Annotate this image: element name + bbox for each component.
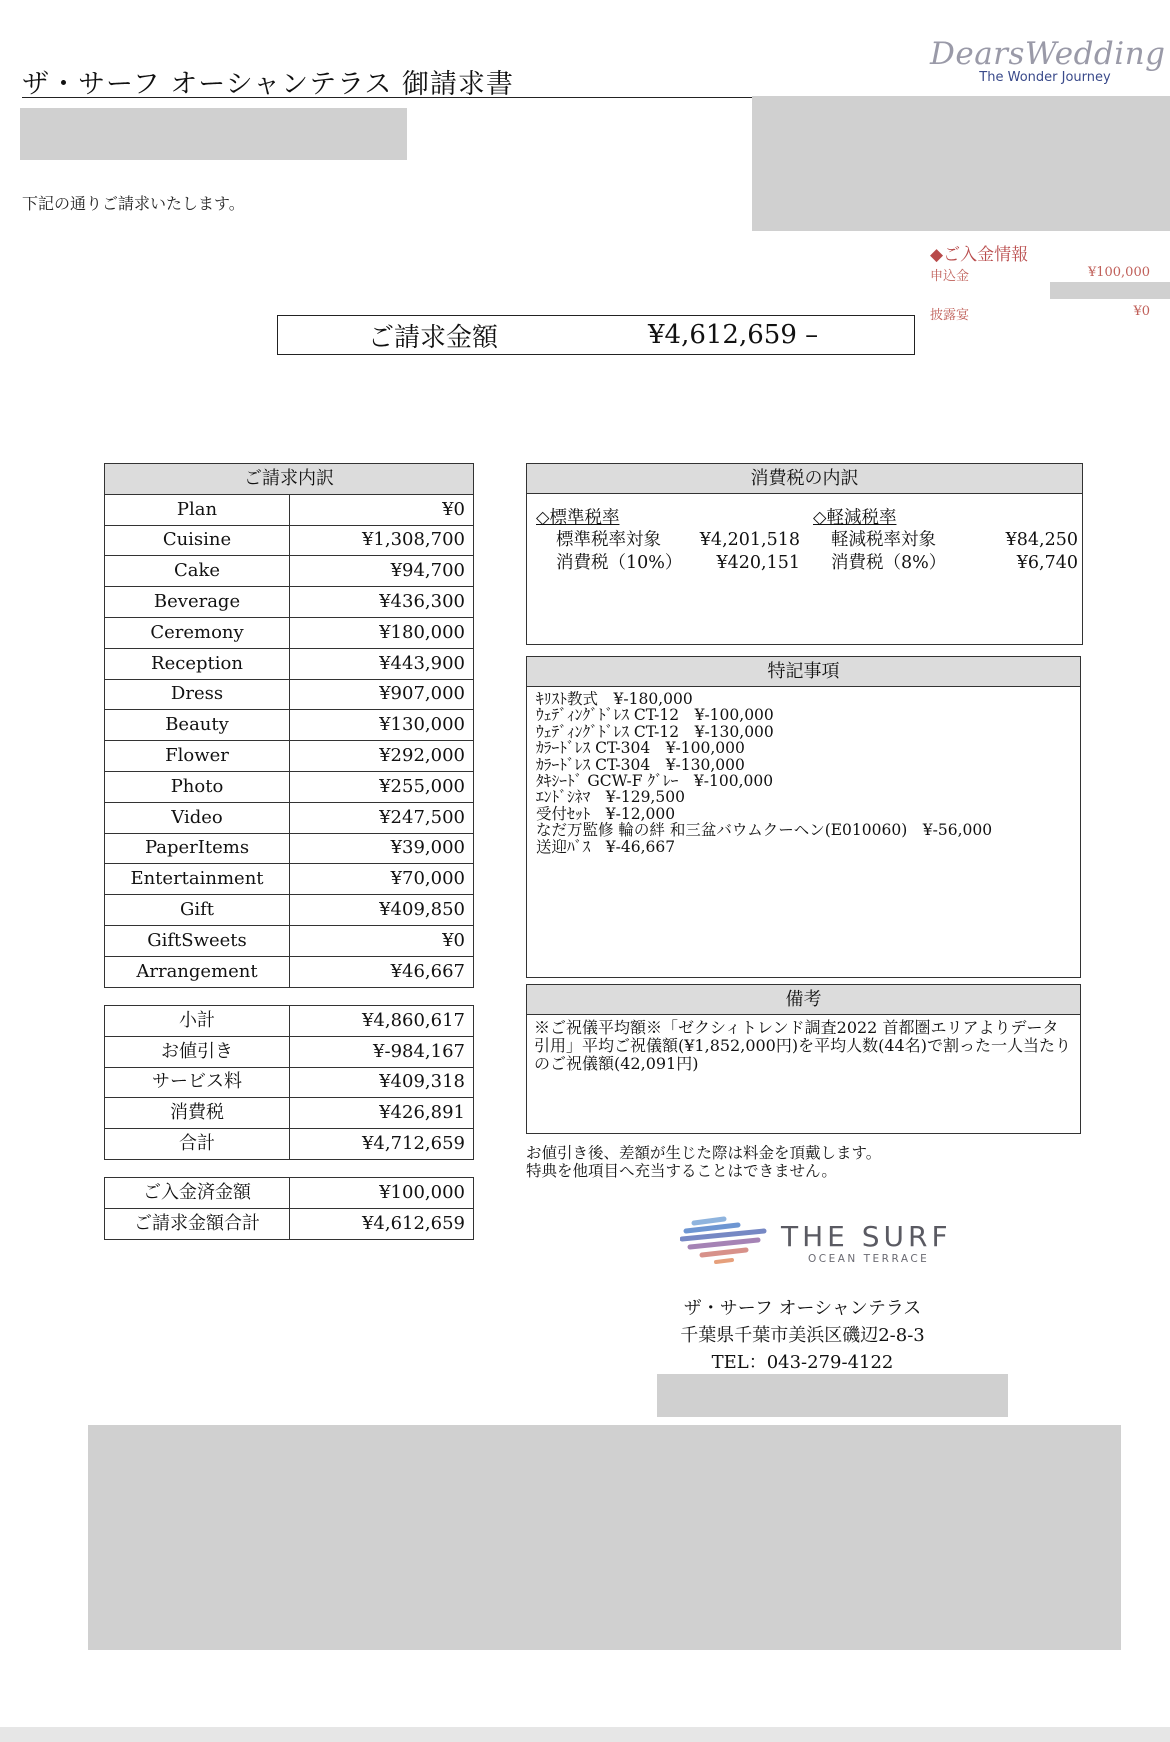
redacted-recipient	[20, 108, 407, 160]
remarks-text: ※ご祝儀平均額※「ゼクシィトレンド調査2022 首都圏エリアよりデータ引用」平均ご祝儀額(¥1,852,000円)を平均人数(44名)で割った一人当たりのご祝儀額(42,091円)	[534, 1018, 1071, 1073]
venue-name: ザ・サーフ オーシャンテラス	[683, 1298, 922, 1319]
summary-table	[104, 1005, 474, 1160]
item-label: Ceremony	[105, 617, 290, 648]
item-label: Photo	[105, 771, 290, 802]
tax-value: ¥420,151	[716, 553, 800, 573]
summary-value: ¥4,712,659	[290, 1129, 474, 1160]
payment-row-reception	[930, 304, 1150, 323]
table-row	[105, 525, 474, 556]
tax-label: 消費税（8%）	[831, 553, 947, 573]
tax-standard	[536, 504, 800, 575]
item-label: Flower	[105, 741, 290, 772]
payment-label: 披露宴	[930, 308, 970, 323]
tax-reduced	[813, 504, 1078, 575]
table-row	[105, 1067, 474, 1098]
tax-standard-title: ◇標準税率	[536, 508, 620, 528]
payments-table	[104, 1177, 474, 1240]
summary-label: 合計	[105, 1129, 290, 1160]
list-item: ﾀｷｼｰﾄﾞ GCW-F ｸﾞﾚｰ ¥-100,000	[536, 772, 774, 791]
list-item: 受付ｾｯﾄ ¥-12,000	[536, 804, 676, 823]
item-value: ¥39,000	[290, 833, 474, 864]
tax-label: 軽減税率対象	[831, 530, 936, 550]
table-row	[105, 494, 474, 525]
item-value: ¥255,000	[290, 771, 474, 802]
redacted-payment-line	[1050, 282, 1170, 299]
remarks-box	[526, 984, 1081, 1134]
billed-total-value: ¥4,612,659	[290, 1208, 474, 1239]
list-item: ｴﾝﾄﾞｼﾈﾏ ¥-129,500	[536, 788, 685, 807]
table-row	[105, 617, 474, 648]
table-row	[105, 1208, 474, 1239]
item-label: Cake	[105, 556, 290, 587]
item-label: Arrangement	[105, 956, 290, 987]
payment-info-heading: ◆ご入金情報	[930, 245, 1029, 265]
venue-address: 千葉県千葉市美浜区磯辺2-8-3	[680, 1325, 925, 1346]
title-underline	[22, 97, 752, 98]
item-label: PaperItems	[105, 833, 290, 864]
tax-value: ¥6,740	[1016, 553, 1078, 573]
table-row	[105, 648, 474, 679]
table-row	[105, 1006, 474, 1037]
tax-value: ¥4,201,518	[699, 530, 800, 550]
item-value: ¥436,300	[290, 587, 474, 618]
tax-reduced-title: ◇軽減税率	[813, 508, 897, 528]
summary-value: ¥426,891	[290, 1098, 474, 1129]
item-value: ¥409,850	[290, 895, 474, 926]
tax-line	[536, 529, 800, 552]
redacted-address	[752, 96, 1170, 231]
tax-label: 消費税（10%）	[556, 553, 683, 573]
item-value: ¥94,700	[290, 556, 474, 587]
summary-value: ¥409,318	[290, 1067, 474, 1098]
summary-label: 小計	[105, 1006, 290, 1037]
item-label: Cuisine	[105, 525, 290, 556]
lead-text: 下記の通りご請求いたします。	[22, 194, 245, 213]
table-row	[105, 710, 474, 741]
remarks-heading: 備考	[527, 985, 1080, 1015]
list-item: 送迎ﾊﾞｽ ¥-46,667	[536, 837, 676, 856]
total-amount: ¥4,612,659 –	[648, 320, 819, 350]
item-label: Beauty	[105, 710, 290, 741]
item-label: Video	[105, 802, 290, 833]
item-value: ¥247,500	[290, 802, 474, 833]
list-item: ｷﾘｽﾄ教式 ¥-180,000	[536, 690, 693, 708]
summary-label: 消費税	[105, 1098, 290, 1129]
table-row	[105, 587, 474, 618]
item-value: ¥0	[290, 925, 474, 956]
table-row	[105, 833, 474, 864]
item-label: Entertainment	[105, 864, 290, 895]
summary-value: ¥-984,167	[290, 1036, 474, 1067]
total-label: ご請求金額	[368, 322, 499, 353]
bottom-bar	[0, 1727, 1170, 1742]
list-item: ｳｪﾃﾞｨﾝｸﾞﾄﾞﾚｽ CT-12 ¥-130,000	[536, 722, 774, 741]
item-label: Dress	[105, 679, 290, 710]
payment-value: ¥0	[1133, 304, 1150, 319]
item-label: Plan	[105, 494, 290, 525]
list-item: ｶﾗｰﾄﾞﾚｽ CT-304 ¥-130,000	[536, 755, 745, 774]
item-value: ¥0	[290, 494, 474, 525]
item-label: Reception	[105, 648, 290, 679]
table-row	[105, 556, 474, 587]
summary-label: お値引き	[105, 1036, 290, 1067]
payment-value: ¥100,000	[1087, 265, 1150, 280]
tax-label: 標準税率対象	[556, 530, 661, 550]
tax-heading: 消費税の内訳	[527, 464, 1082, 494]
paid-value: ¥100,000	[290, 1178, 474, 1209]
venue-logo-text: THE SURF	[781, 1220, 952, 1253]
item-value: ¥130,000	[290, 710, 474, 741]
list-item: ｳｪﾃﾞｨﾝｸﾞﾄﾞﾚｽ CT-12 ¥-100,000	[536, 706, 774, 725]
disclaimer-line: お値引き後、差額が生じた際は料金を頂戴します。	[526, 1144, 882, 1162]
special-notes-heading: 特記事項	[527, 657, 1080, 687]
item-label: GiftSweets	[105, 925, 290, 956]
item-value: ¥443,900	[290, 648, 474, 679]
item-value: ¥907,000	[290, 679, 474, 710]
item-value: ¥70,000	[290, 864, 474, 895]
table-row	[105, 925, 474, 956]
venue-logo-subtext: OCEAN TERRACE	[808, 1253, 930, 1265]
tax-breakdown-box	[526, 463, 1083, 645]
dears-wedding-logo	[930, 36, 1166, 85]
summary-value: ¥4,860,617	[290, 1006, 474, 1037]
item-value: ¥292,000	[290, 741, 474, 772]
table-row	[105, 741, 474, 772]
tax-value: ¥84,250	[1005, 530, 1078, 550]
item-value: ¥1,308,700	[290, 525, 474, 556]
redacted-venue-info	[657, 1374, 1008, 1417]
tax-line	[813, 552, 1078, 575]
disclaimer-line: 特典を他項目へ充当することはできません。	[526, 1162, 837, 1180]
paid-label: ご入金済金額	[105, 1178, 290, 1209]
breakdown-heading: ご請求内訳	[105, 464, 474, 495]
table-row	[105, 1129, 474, 1160]
table-row	[105, 956, 474, 987]
item-value: ¥46,667	[290, 956, 474, 987]
billed-total-label: ご請求金額合計	[105, 1208, 290, 1239]
table-row	[105, 1178, 474, 1209]
breakdown-table	[104, 463, 474, 988]
brand-script: DearsWedding	[930, 36, 1166, 72]
table-row	[105, 679, 474, 710]
special-notes-box	[526, 656, 1081, 978]
list-item: なだ万監修 輪の絆 和三盆バウムクーヘン(E010060) ¥-56,000	[536, 821, 993, 840]
disclaimer	[526, 1144, 881, 1180]
item-label: Beverage	[105, 587, 290, 618]
table-row	[105, 771, 474, 802]
special-notes-list	[527, 687, 1080, 859]
table-row	[105, 895, 474, 926]
item-value: ¥180,000	[290, 617, 474, 648]
the-surf-wave-icon	[680, 1215, 772, 1265]
total-amount-box	[277, 315, 915, 355]
table-row	[105, 802, 474, 833]
brand-tagline: The Wonder Journey	[979, 70, 1111, 85]
table-row	[105, 1098, 474, 1129]
tax-line	[536, 552, 800, 575]
venue-tel: TEL：043-279-4122	[711, 1352, 894, 1373]
redacted-bank-info	[88, 1425, 1121, 1650]
payment-label: 申込金	[930, 269, 970, 284]
tax-line	[813, 529, 1078, 552]
table-row	[105, 1036, 474, 1067]
invoice-title: ザ・サーフ オーシャンテラス 御請求書	[22, 69, 514, 100]
list-item: ｶﾗｰﾄﾞﾚｽ CT-304 ¥-100,000	[536, 739, 745, 758]
table-row	[105, 864, 474, 895]
item-label: Gift	[105, 895, 290, 926]
summary-label: サービス料	[105, 1067, 290, 1098]
